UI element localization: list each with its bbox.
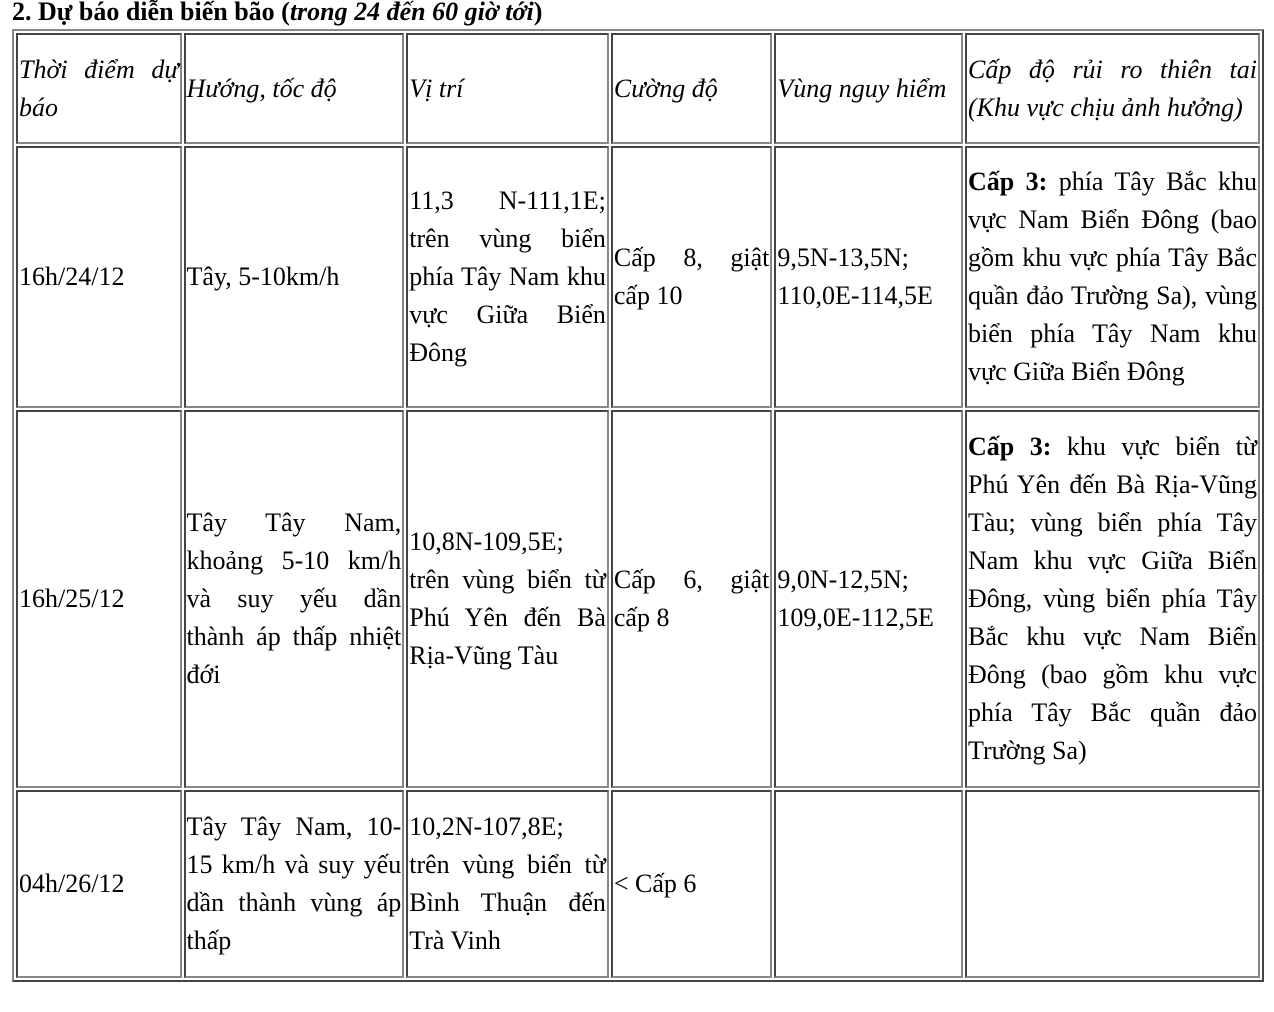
table-row [16,410,1260,788]
cell-risk [965,790,1260,978]
cell-direction: Tây Tây Nam, 10-15 km/h và suy yếu dần thành vùng áp thấp [184,790,405,978]
header-intensity: Cường độ [611,33,773,144]
cell-intensity: Cấp 8, giật cấp 10 [611,146,773,408]
header-direction: Hướng, tốc độ [184,33,405,144]
cell-risk [965,410,1260,788]
heading-prefix: 2. Dự báo diễn biến bão ( [12,0,290,26]
risk-level-label: Cấp 3: [968,167,1048,196]
header-position: Vị trí [406,33,609,144]
cell-direction: Tây, 5-10km/h [184,146,405,408]
cell-intensity: < Cấp 6 [611,790,773,978]
header-danger-zone: Vùng nguy hiểm [774,33,963,144]
risk-area-text: khu vực biển từ Phú Yên đến Bà Rịa-Vũng Tàu; vùng biển phía Tây Nam khu vực Giữa Biển Đông, vùng biển phía Tây Bắc khu vực Nam Biển Đông (bao gồm khu vực phía Tây Bắc quần đảo Trường Sa) [968,432,1257,765]
risk-level-label: Cấp 3: [968,432,1052,461]
cell-direction: Tây Tây Nam, khoảng 5-10 km/h và suy yếu dần thành áp thấp nhiệt đới [184,410,405,788]
storm-forecast-table [12,29,1264,982]
cell-danger-zone: 9,0N-12,5N; 109,0E-112,5E [774,410,963,788]
cell-danger-zone: 9,5N-13,5N; 110,0E-114,5E [774,146,963,408]
risk-area-text: phía Tây Bắc khu vực Nam Biển Đông (bao gồm khu vực phía Tây Bắc quần đảo Trường Sa), vùng biển phía Tây Nam khu vực Giữa Biển Đông [968,167,1258,386]
cell-time: 16h/25/12 [16,410,182,788]
table-header-row [16,33,1260,144]
heading-italic: trong 24 đến 60 giờ tới [289,0,534,26]
section-heading [12,0,542,28]
table-row [16,790,1260,978]
cell-intensity: Cấp 6, giật cấp 8 [611,410,773,788]
cell-time: 16h/24/12 [16,146,182,408]
cell-danger-zone [774,790,963,978]
header-time: Thời điểm dự báo [16,33,182,144]
cell-time: 04h/26/12 [16,790,182,978]
cell-position: 10,2N-107,8E; trên vùng biển từ Bình Thuận đến Trà Vinh [406,790,609,978]
heading-suffix: ) [533,0,543,26]
cell-position: 10,8N-109,5E; trên vùng biển từ Phú Yên đến Bà Rịa-Vũng Tàu [406,410,609,788]
header-risk-level: Cấp độ rủi ro thiên tai (Khu vực chịu ảnh hưởng) [965,33,1260,144]
cell-risk [965,146,1260,408]
cell-position: 11,3 N-111,1E; trên vùng biển phía Tây Nam khu vực Giữa Biển Đông [406,146,609,408]
table-row [16,146,1260,408]
